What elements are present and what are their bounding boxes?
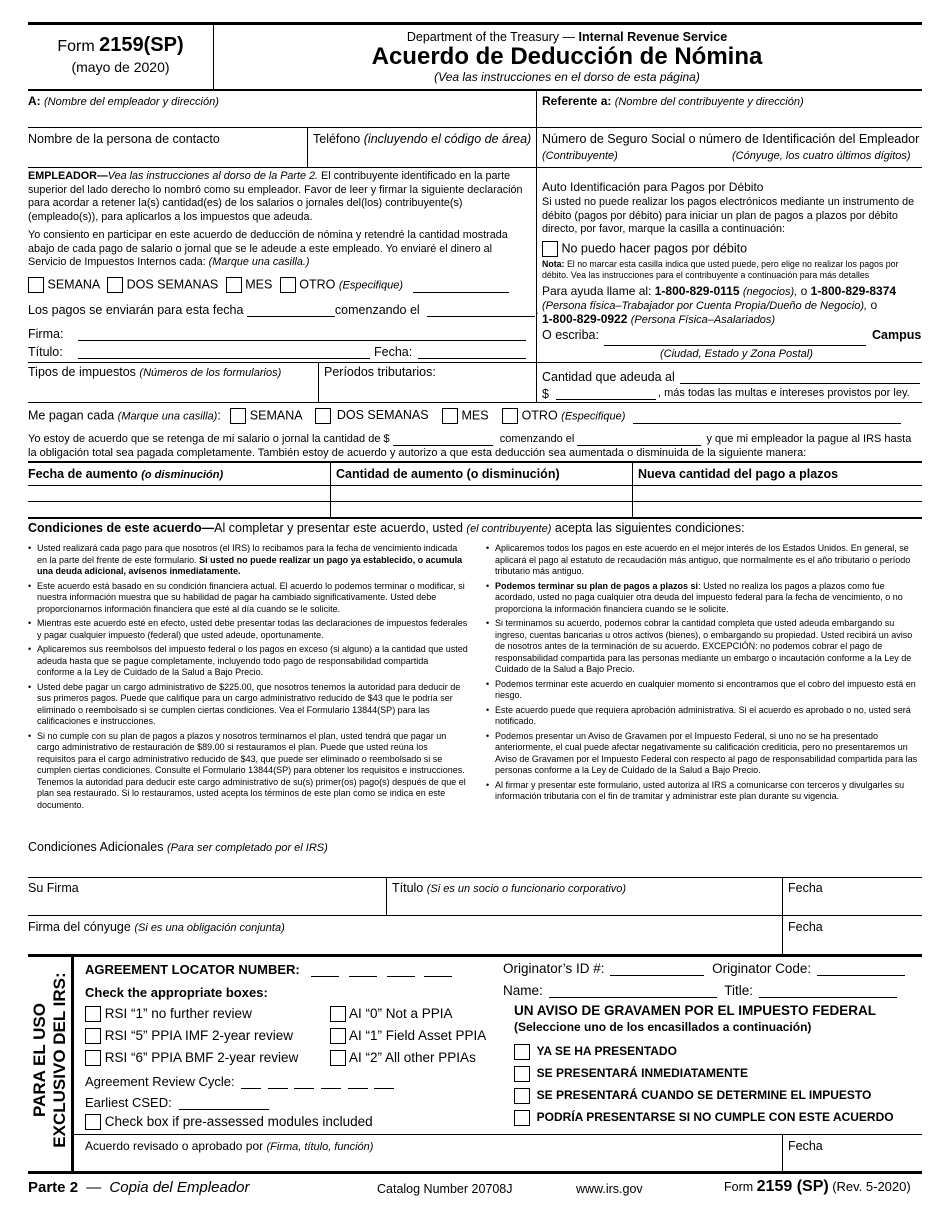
paid-note: (Marque una casilla) <box>117 410 218 423</box>
agency-name: Internal Revenue Service <box>578 30 728 44</box>
freq-week-label: SEMANA <box>47 277 100 292</box>
signature-date-field[interactable] <box>788 881 823 895</box>
additional-conditions-field[interactable] <box>28 840 328 854</box>
originator-row <box>503 961 905 976</box>
conditions-heading <box>28 521 745 535</box>
list-item: • Podemos terminar su plan de pagos a plazos si: Usted no realiza los pagos a plazos como fue acordado, usted no paga cualquier otra deuda del impuesto federal para la fecha de vencimiento, o no proporciona la información financiera cuando se le solicite. <box>486 581 922 616</box>
paid-label: Me pagan cada <box>28 408 115 423</box>
irs-title-label: Title: <box>724 983 754 998</box>
csed-input[interactable] <box>179 1096 269 1110</box>
page-title: Acuerdo de Deducción de Nómina <box>371 43 763 70</box>
conditions-right-list <box>486 543 922 806</box>
freq-biweek-label: DOS SEMANAS <box>126 277 219 292</box>
tax-periods-label: Períodos tributarios: <box>324 365 436 379</box>
condition-right-4: Podemos terminar este acuerdo en cualquier momento si encontramos que el cobro del impuesto está en riesgo. <box>495 678 916 700</box>
rsi-boxes <box>85 1003 298 1069</box>
condition-left-1: Usted realizará cada pago para que nosotros (el IRS) lo recibamos para la fecha de vencimiento indicada en la parte del frente de este formulario. <box>37 543 458 565</box>
freq-other-checkbox[interactable] <box>280 277 296 293</box>
originator-code-label: Originator Code: <box>712 961 812 976</box>
phone-2: 1-800-829-8374 <box>810 284 897 298</box>
condition-right-1: Aplicaremos todos los pagos en este acuerdo en el mejor interés de los Estados Unidos. En general, se aplicará el pago al estatuto de recaudación más antiguo, que normalmente es el año tributario o período tributario más antiguo. <box>495 543 911 576</box>
freq-month-checkbox[interactable] <box>226 277 242 293</box>
revised-date-label: Fecha <box>788 1139 823 1153</box>
list-item <box>486 618 922 676</box>
spouse-date-label: Fecha <box>788 920 823 934</box>
a-note: (Nombre del empleador y dirección) <box>44 96 219 108</box>
condition-left-3: Mientras este acuerdo esté en efecto, usted debe presentar todas las declaraciones de impuestos federales y pagar cualquier impuesto (federal) que usted adeude, oportunamente. <box>37 618 468 640</box>
review-cycle-row <box>85 1074 394 1089</box>
rsi-6-label: RSI “6” PPIA BMF 2-year review <box>104 1050 299 1065</box>
tax-types-label: Tipos de impuestos <box>28 365 136 379</box>
spouse-signature-field[interactable] <box>28 920 285 934</box>
owed-note: , más todas las multas e intereses provistos por ley. <box>658 387 910 399</box>
conditions-italic: (el contribuyente) <box>466 523 552 535</box>
phone-note: (incluyendo el código de área) <box>363 132 532 146</box>
employer-date-line[interactable] <box>418 358 526 359</box>
employer-instructions <box>28 170 530 270</box>
withhold-amount-input[interactable] <box>393 434 493 446</box>
freq-week-checkbox[interactable] <box>28 277 44 293</box>
review-cycle-input-1[interactable] <box>241 1075 261 1089</box>
freq-biweek-checkbox[interactable] <box>107 277 123 293</box>
lien-when-determined-checkbox[interactable] <box>514 1088 530 1104</box>
rsi-5-label: RSI “5” PPIA IMF 2-year review <box>104 1028 294 1043</box>
your-sig-label: Su Firma <box>28 881 79 895</box>
signer-title-field[interactable] <box>392 881 626 895</box>
revised-date-field[interactable] <box>788 1139 823 1153</box>
phone-field[interactable] <box>313 132 531 146</box>
freq-other-label: OTRO <box>299 277 336 292</box>
footer-form <box>724 1178 911 1196</box>
phone-1: 1-800-829-0115 <box>654 284 740 298</box>
campus-city-line[interactable] <box>604 345 866 346</box>
ai-1-checkbox[interactable] <box>330 1028 346 1044</box>
paid-other-checkbox[interactable] <box>502 408 518 424</box>
condition-left-4: Aplicaremos sus reembolsos del impuesto federal o los pagos en exceso (si alguno) a la cantidad que usted adeuda hasta que se pague completamente, incluyendo todo pago de responsabilidad compartida conforme a la Ley de Cuidado de la Salud a Bajo Precio. <box>37 644 468 677</box>
or-2: o <box>870 298 878 312</box>
form-header-titles <box>214 30 920 84</box>
employer-frequency-row <box>28 277 509 293</box>
condition-left-1-bold: Si usted no puede realizar un pago ya establecido, o acumula una deuda adicional, avísenos inmediatamente. <box>37 554 463 576</box>
lien-title: UN AVISO DE GRAVAMEN POR EL IMPUESTO FEDERAL <box>514 1003 877 1018</box>
condition-left-6: Si no cumple con su plan de pagos a plazos y nosotros terminamos el plan, usted tendrá que pagar un cargo administrativo de restauración de $89.00 si restauramos el plan. Puede que usted reúna los requisitos para el cargo administrativo reducido de $43, que puede ser eliminado o reembolsado si se cumplen ciertas condiciones. Consulte el Formulario 13844(SP) para obtener los requisitos e instrucciones. Tenemos la autoridad para deducir este cargo administrativo de su(s) primer(os) pago(s) después de que el plan sea restaurado. Si lo restauramos, usted acepta los términos de este plan como se indica en este documento. <box>37 730 466 810</box>
debit-section <box>542 180 920 281</box>
col-date-note: (o disminución) <box>141 469 224 481</box>
ai-1-label: AI “1” Field Asset PPIA <box>349 1028 487 1043</box>
taxpayer-name-field[interactable] <box>542 94 804 108</box>
agree-text-3: la obligación total sea pagada completamente. También estoy de acuerdo y autorizo a que esta deducción sea aumentada o disminuida de la siguiente manera: <box>28 447 807 459</box>
owed-label: Cantidad que adeuda al <box>542 370 675 384</box>
agree-text-1: Yo estoy de acuerdo que se retenga de mi salario o jornal la cantidad de $ <box>28 433 390 445</box>
paid-colon: : <box>217 408 221 423</box>
signature-label: Firma: <box>28 327 64 341</box>
phone-1-note: (negocios), <box>742 286 798 298</box>
footer-dash: — <box>86 1179 102 1196</box>
phone-2-note: (Persona física–Trabajador por Cuenta Propia/Dueño de Negocio), <box>542 300 868 312</box>
city-note: (Ciudad, Estado y Zona Postal) <box>660 348 813 360</box>
contact-person-field[interactable] <box>28 132 220 146</box>
conditions-bold: Condiciones de este acuerdo— <box>28 521 215 535</box>
lien-option-2: SE PRESENTARÁ INMEDIATAMENTE <box>536 1066 749 1080</box>
agree-text-2: y que mi empleador la pague al IRS hasta <box>706 433 912 445</box>
footer-catalog: Catalog Number 20708J <box>377 1182 513 1196</box>
review-cycle-input-2[interactable] <box>268 1075 288 1089</box>
phone-label: Teléfono <box>313 132 361 146</box>
phone-3-note: (Persona Física–Asalariados) <box>630 314 776 326</box>
list-item <box>28 581 468 616</box>
list-item <box>486 731 922 777</box>
ai-boxes <box>330 1003 486 1069</box>
list-item <box>28 543 468 578</box>
page-subtitle: (Vea las instrucciones en el dorso de esta página) <box>434 70 700 84</box>
originator-id-input[interactable] <box>610 962 704 976</box>
review-cycle-input-4[interactable] <box>321 1075 341 1089</box>
owed-dollar: $ <box>542 387 549 401</box>
preassessed-checkbox[interactable] <box>85 1114 101 1130</box>
footer-copy: Copia del Empleador <box>109 1179 250 1196</box>
preassessed-label: Check box if pre-assessed modules included <box>104 1114 373 1129</box>
signature-date-label: Fecha <box>788 881 823 895</box>
payment-date-row: Los pagos se enviarán para esta fecha comenzando el . <box>28 303 539 317</box>
paid-week-label: SEMANA <box>249 408 302 423</box>
freq-other-note: (Especifique) <box>338 279 404 292</box>
irs-title-input[interactable] <box>759 984 897 998</box>
help-phones <box>542 285 922 327</box>
lien-option-4: PODRÍA PRESENTARSE SI NO CUMPLE CON ESTE ACUERDO <box>536 1110 894 1124</box>
paid-week-checkbox[interactable] <box>230 408 246 424</box>
list-item <box>28 644 468 679</box>
note-text: El no marcar esta casilla indica que usted puede, pero elige no realizar los pagos por débito. Vea las instrucciones para el contribuyente a continuación para más detalles <box>542 258 899 280</box>
ref-note: (Nombre del contribuyente y dirección) <box>614 96 804 108</box>
table-row[interactable] <box>28 501 922 502</box>
lien-filed-checkbox[interactable] <box>514 1044 530 1060</box>
csed-row <box>85 1095 269 1110</box>
ai-0-label: AI “0” Not a PPIA <box>349 1006 453 1021</box>
irs-name-input[interactable] <box>549 984 717 998</box>
campus-label: Campus <box>872 328 922 342</box>
ssn-label: Número de Seguro Social o número de Identificación del Empleador <box>542 132 920 146</box>
paid-other-label: OTRO <box>521 408 558 423</box>
lien-if-default-checkbox[interactable] <box>514 1110 530 1126</box>
employer-title-line[interactable] <box>78 358 370 359</box>
col-amount-header: Cantidad de aumento (o disminución) <box>336 467 560 481</box>
irs-side-line-2: EXCLUSIVO DEL IRS: <box>50 972 69 1148</box>
irs-name-label: Name: <box>503 983 543 998</box>
rsi-1-checkbox[interactable] <box>85 1006 101 1022</box>
contact-label: Nombre de la persona de contacto <box>28 132 220 146</box>
freq-other-input[interactable] <box>413 279 509 293</box>
paid-month-label: MES <box>461 408 489 423</box>
lien-options <box>514 1040 894 1128</box>
footer-form-prefix: Form <box>724 1180 754 1194</box>
paid-biweek-label: DOS SEMANAS <box>336 408 429 423</box>
employer-text-2: Yo consiento en participar en este acuerdo de deducción de nómina y retendré la cantidad mostrada abajo de cada pago de salario o jornal que se le adeude a este empleado. Yo enviaré el dinero al Servicio de Impuestos Internos cada: <box>28 229 508 268</box>
employer-text-2-note: (Marque una casilla.) <box>208 256 310 268</box>
review-cycle-input-3[interactable] <box>294 1075 314 1089</box>
form-number: 2159(SP) <box>99 34 184 56</box>
your-signature-field[interactable] <box>28 881 79 895</box>
lien-option-1: YA SE HA PRESENTADO <box>536 1044 677 1058</box>
table-row[interactable] <box>28 517 922 519</box>
form-number-block <box>28 34 213 75</box>
employer-signature-line[interactable] <box>78 340 526 341</box>
locator-label: AGREEMENT LOCATOR NUMBER: <box>85 962 300 977</box>
spouse-date-field[interactable] <box>788 920 823 934</box>
lien-sub: (Seleccione uno de los encasillados a continuación) <box>514 1020 812 1034</box>
condition-right-7: Al firmar y presentar este formulario, usted autoriza al IRS a comunicarse con terceros y divulgarles su información tributaria con el fin de tramitar y administrar este plan durante su vigencia. <box>495 779 905 801</box>
lien-option-3: SE PRESENTARÁ CUANDO SE DETERMINE EL IMPUESTO <box>536 1088 872 1102</box>
or-1: o <box>800 284 808 298</box>
note-bold: Nota: <box>542 258 565 269</box>
date-label: Fecha: <box>374 345 413 359</box>
col-new-amount-header: Nueva cantidad del pago a plazos <box>638 467 839 481</box>
originator-code-input[interactable] <box>817 962 905 976</box>
form-prefix: Form <box>57 38 95 55</box>
revised-by-field[interactable] <box>85 1139 373 1153</box>
additional-label: Condiciones Adicionales <box>28 840 164 854</box>
conditions-left-list <box>28 543 468 814</box>
list-item <box>486 679 922 702</box>
employer-bold: EMPLEADOR— <box>28 170 108 182</box>
agree-starting: comenzando el <box>499 433 575 445</box>
condition-left-5: Usted debe pagar un cargo administrativo de $225.00, que nosotros tenemos la autoridad para deducir de sus primeros pagos. Puede que califique para un cargo administrativo reducido de $43 que le podría ser eliminado o reembolsado si se cumplen ciertas condiciones. Vea el Formulario 13844(SP) para las calificaciones e instrucciones. <box>37 681 461 726</box>
rsi-5-checkbox[interactable] <box>85 1028 101 1044</box>
list-item <box>486 780 922 803</box>
form-date: (mayo de 2020) <box>71 59 170 75</box>
paid-other-input[interactable] <box>633 410 901 424</box>
owed-amount-line[interactable] <box>556 399 656 400</box>
no-debit-checkbox[interactable] <box>542 241 558 257</box>
debit-title: Auto Identificación para Pagos por Débito <box>542 180 764 194</box>
paid-month-checkbox[interactable] <box>442 408 458 424</box>
starting-date-input[interactable] <box>427 303 535 317</box>
a-label: A: <box>28 94 41 108</box>
condition-left-2: Este acuerdo está basado en su condición financiera actual. El acuerdo lo podemos terminar o modificar, si nuestra información muestra que su habilidad de pagar ha cambiado significativamente. Usted debe proporcionarnos información financiera que esté al día cuando se le solicite. <box>37 580 465 614</box>
review-cycle-input-5[interactable] <box>348 1075 368 1089</box>
originator-id-label: Originator’s ID #: <box>503 961 605 976</box>
title-label: Título: <box>28 345 63 359</box>
conditions-end: acepta las siguientes condiciones: <box>554 521 745 535</box>
review-cycle-input-6[interactable] <box>374 1075 394 1089</box>
condition-right-5: Este acuerdo puede que requiera aprobación administrativa. Si el acuerdo es aprobado o no, usted será notificado. <box>495 704 911 726</box>
ref-label: Referente a: <box>542 94 612 108</box>
footer-rev: (Rev. 5-2020) <box>832 1179 911 1194</box>
ai-2-label: AI “2” All other PPIAs <box>349 1050 476 1065</box>
ssn-taxpayer-field[interactable]: (Contribuyente) <box>542 150 618 162</box>
paid-biweek-checkbox[interactable] <box>315 408 331 424</box>
conditions-text: Al completar y presentar este acuerdo, usted <box>214 521 463 535</box>
payment-date-input[interactable] <box>247 303 335 317</box>
check-heading: Check the appropriate boxes: <box>85 985 268 1000</box>
lien-immediate-checkbox[interactable] <box>514 1066 530 1082</box>
tax-periods-field[interactable] <box>324 365 436 379</box>
owed-to-line[interactable] <box>680 383 920 384</box>
revised-label: Acuerdo revisado o aprobado por <box>85 1139 264 1153</box>
tax-types-field[interactable] <box>28 365 281 379</box>
rsi-6-checkbox[interactable] <box>85 1050 101 1066</box>
list-item <box>486 705 922 728</box>
name-title-row <box>503 983 897 998</box>
col-date-label: Fecha de aumento <box>28 467 138 481</box>
irs-side-line-1: PARA EL USO <box>30 1003 49 1117</box>
dept-name: Department of the Treasury — <box>406 30 575 44</box>
ai-0-checkbox[interactable] <box>330 1006 346 1022</box>
debit-text: Si usted no puede realizar los pagos electrónicos mediante un instrumento de débito (pagos por débito) para iniciar un plan de pagos a plazos por débito directo, por favor, marque la casilla a continuación: <box>542 196 915 235</box>
footer-form-number: 2159 (SP) <box>756 1178 829 1195</box>
col-date-header <box>28 467 223 481</box>
employer-name-field[interactable] <box>28 94 533 108</box>
condition-right-3: Si terminamos su acuerdo, podemos cobrar la cantidad completa que usted adeuda embargando su ingreso, cuentas bancarias u otros activos (bienes), o embargando su propiedad. Usted recibirá un aviso de nosotros antes de la terminación de su acuerdo. EXCEPCIÓN: no podemos cobrar el pago de responsabilidad compartida para las personas mediante un embargo o incautación conforme a la Ley de Cuidado de la Salud a Bajo Precio. <box>495 618 913 674</box>
ssn-spouse-field[interactable]: (Cónyuge, los cuatro últimos dígitos) <box>732 150 911 162</box>
agree-text <box>28 432 922 460</box>
additional-note: (Para ser completado por el IRS) <box>167 842 328 854</box>
locator-input-1[interactable] <box>311 963 339 977</box>
spouse-sig-note: (Si es una obligación conjunta) <box>134 922 285 934</box>
employer-text-1: El contribuyente identificado en la parte superior del lado derecho lo nombró como su empleador. Favor de leer y firmar la siguiente declaración para acordar a retener la(s) cantidad(es) de los salarios o jornales del(los) contribuyente(s) (empleado(s)), para aplicarlos a los impuestos que adeuda. <box>28 170 523 223</box>
locator-input-3[interactable] <box>387 963 415 977</box>
freq-month-label: MES <box>245 277 273 292</box>
preassessed-row <box>85 1114 373 1130</box>
irs-use-side-label <box>30 960 70 1160</box>
locator-input-2[interactable] <box>349 963 377 977</box>
withhold-start-input[interactable] <box>577 434 701 446</box>
help-label: Para ayuda llame al: <box>542 284 652 298</box>
signer-title-label: Título <box>392 881 424 895</box>
paid-frequency-row <box>28 408 901 424</box>
signer-title-note: (Si es un socio o funcionario corporativo) <box>426 883 627 895</box>
locator-input-4[interactable] <box>424 963 452 977</box>
footer-website: www.irs.gov <box>576 1182 643 1196</box>
tax-types-note: (Números de los formularios) <box>139 367 282 379</box>
list-item <box>486 543 922 578</box>
condition-right-2: Usted no realiza los pagos a plazos como fue acordado, usted no paga cualquier otra deuda del impuesto federal para la fecha de vencimiento, o no proporciona la información financiera cuando se le solicite. <box>495 580 903 614</box>
phone-3: 1-800-829-0922 <box>542 312 628 326</box>
list-item <box>28 731 468 812</box>
employer-italic: Vea las instrucciones al dorso de la Parte 2. <box>107 170 319 182</box>
no-debit-label: No puedo hacer pagos por débito <box>561 240 748 255</box>
payments-label: Los pagos se enviarán para esta fecha <box>28 303 244 317</box>
condition-right-6: Podemos presentar un Aviso de Gravamen por el Impuesto Federal, si uno no se ha presentado anteriormente, el cual puede afectar negativamente su calificación crediticia, pero no presentaremos un Aviso de Gravamen por el Impuesto Federal con respecto al pago de responsabilidad compartida para las personas conforme a la Ley de Cuidado de la Salud a Bajo Precio. <box>495 730 918 775</box>
csed-label: Earliest CSED: <box>85 1095 172 1110</box>
ai-2-checkbox[interactable] <box>330 1050 346 1066</box>
review-cycle-label: Agreement Review Cycle: <box>85 1074 235 1089</box>
spouse-sig-label: Firma del cónyuge <box>28 920 131 934</box>
list-item <box>28 618 468 641</box>
footer-part-label: Parte 2 <box>28 1179 79 1196</box>
footer-part <box>28 1179 249 1196</box>
write-label: O escriba: <box>542 328 599 342</box>
locator-row <box>85 962 452 977</box>
paid-other-note: (Especifique) <box>561 410 626 423</box>
revised-note: (Firma, título, función) <box>266 1141 374 1153</box>
list-item <box>28 682 468 728</box>
condition-right-2-bold: Podemos terminar su plan de pagos a plazos si <box>495 580 699 591</box>
starting-label: comenzando el <box>334 303 420 317</box>
rsi-1-label: RSI “1” no further review <box>104 1006 252 1021</box>
